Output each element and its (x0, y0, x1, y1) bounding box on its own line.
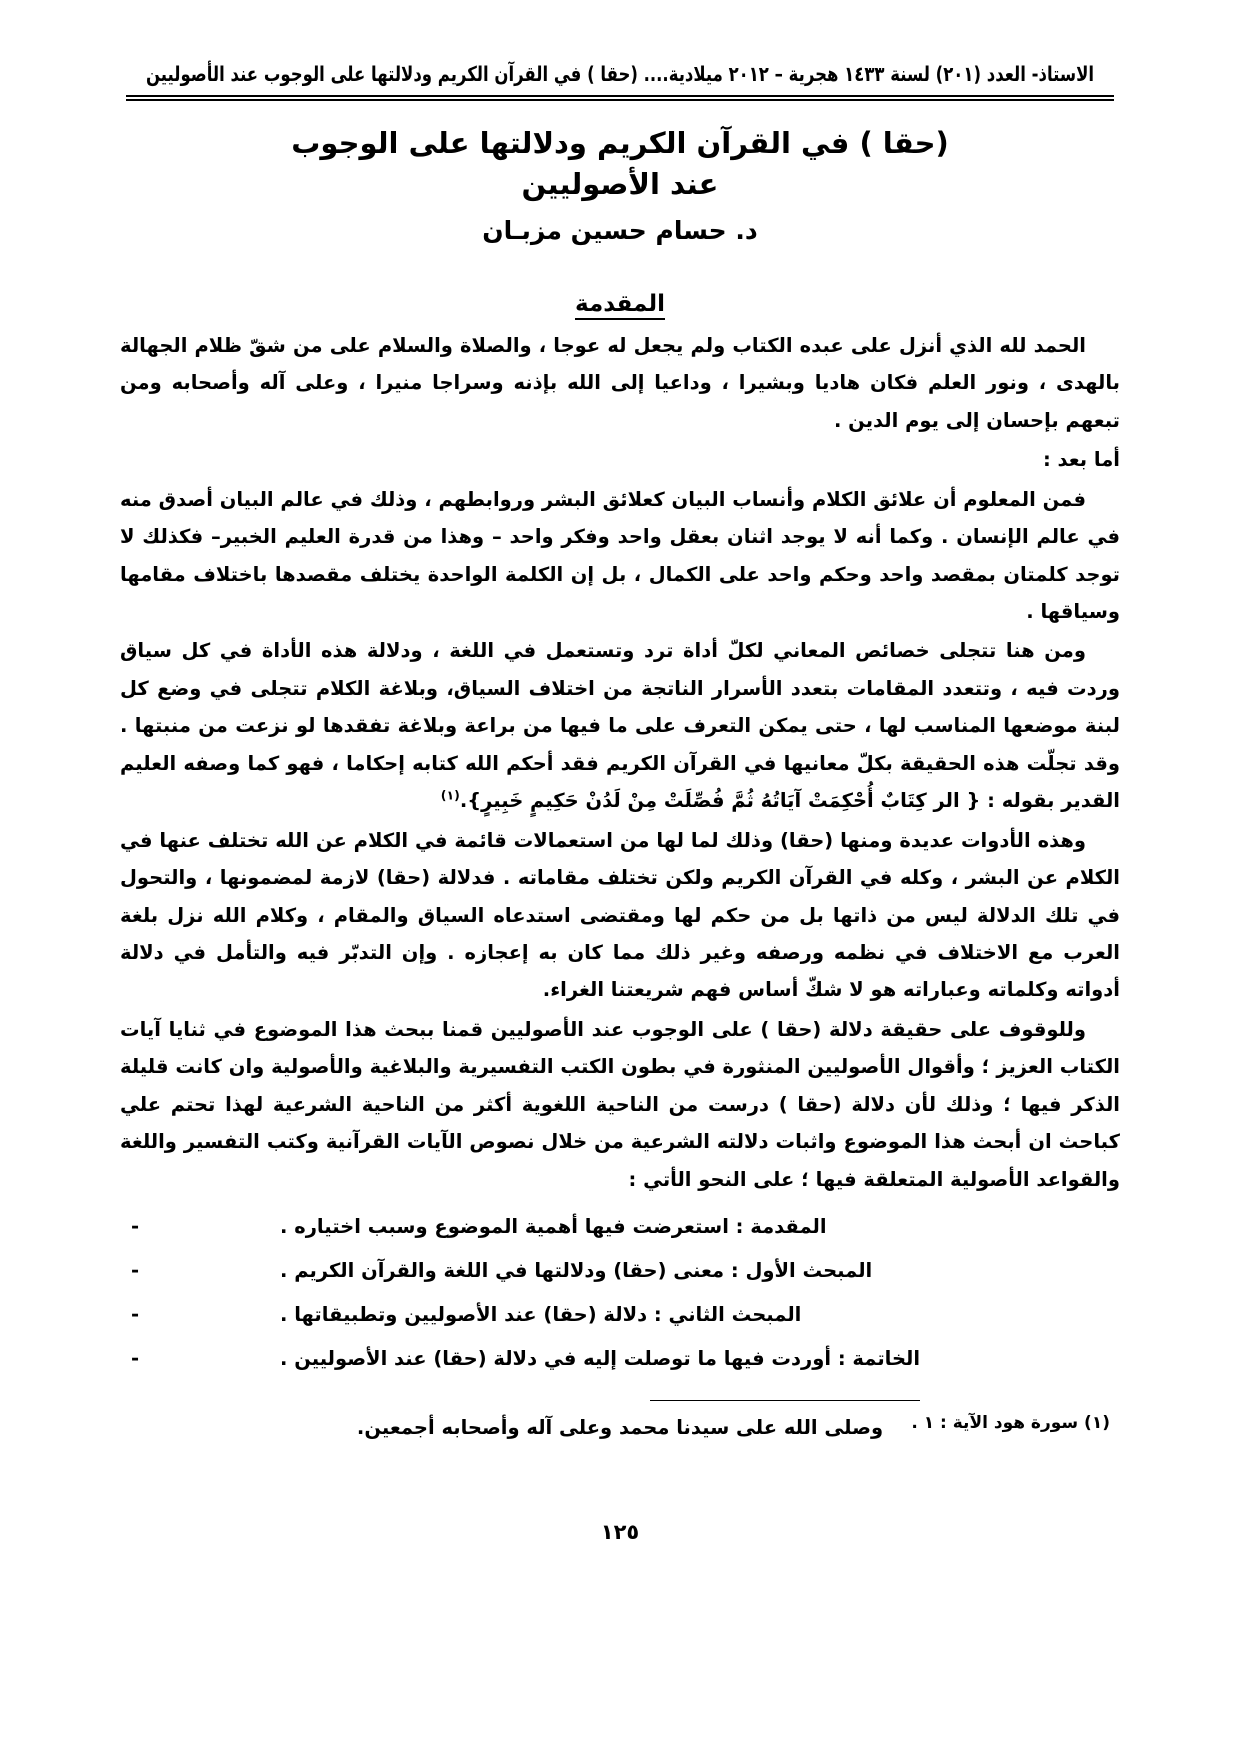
paragraph-meanings-text: ومن هنا تتجلى خصائص المعاني لكلّ أداة ترد وتستعمل في اللغة ، ودلالة هذه الأداة في كل سياق وردت فيه ، وتتعدد المقامات بتعدد الأسرار الناتجة من اختلاف السياق، وبلاغة الكلام تتجلى في وضع كل لبنة موضعها المناسب لها ، حتى يمكن التعرف على ما فيها من براعة وبلاغة تفقدها لو نزعت من منبتها . وقد تجلّت هذه الحقيقة بكلّ معانيها في القرآن الكريم فقد أحكم الله كتابه إحكاما ، فهو كما وصفه العليم القدير بقوله : (120, 639, 1120, 813)
article-title-line-1: (حقا ) في القرآن الكريم ودلالتها على الوجوب (291, 125, 949, 160)
paragraph-research-plan: وللوقوف على حقيقة دلالة (حقا ) على الوجوب عند الأصوليين قمنا ببحث هذا الموضوع في ثنايا آيات الكتاب العزيز ؛ وأقوال الأصوليين المنثورة في بطون الكتب التفسيرية والبلاغية والأصولية وان كانت قليلة الذكر فيها ؛ وذلك لأن دلالة (حقا ) درست من الناحية اللغوية أكثر من الناحية الشرعية لهذا تحتم علي كباحث ان أبحث هذا الموضوع واثبات دلالته الشرعية من خلال نصوص الآيات القرآنية وكتب التفسير واللغة والقواعد الأصولية المتعلقة فيها ؛ على النحو الأتي : (120, 1017, 1120, 1191)
author-name: د. حسام حسين مزبـان (482, 215, 758, 245)
outline-list (120, 1208, 1120, 1378)
dash-bullet-icon: - (130, 1259, 140, 1283)
footnote-area (120, 1400, 1120, 1433)
section-heading-label: المقدمة (575, 291, 665, 320)
paragraph-particles: وهذه الأدوات عديدة ومنها (حقا) وذلك لما لها من استعمالات قائمة في الكلام عن الله تختلف عنها في الكلام عن البشر ، وكله في القرآن الكريم ولكن تختلف مقاماته . فدلالة (حقا) لازمة لمضمونها ، والتحول في تلك الدلالة ليس من ذاتها بل من حكم لها ومقتضى استدعاه السياق والمقام ، وكلام الله نزل بلغة العرب مع الاختلاف في نظمه ورصفه وغير ذلك مما كان به إعجازه . وإن التدبّر فيه والتأمل في دلالة أدواته وكلماته وعباراته هو لا شكّ أساس فهم شريعتنا الغراء. (120, 828, 1120, 1002)
footnote-entry: (١) سورة هود الآية : ١ . (911, 1413, 1110, 1433)
paragraph-praise: الحمد لله الذي أنزل على عبده الكتاب ولم يجعل له عوجا ، والصلاة والسلام على من شقّ ظلام الجهالة بالهدى ، ونور العلم فكان هاديا وبشيرا ، وداعيا إلى الله بإذنه وسراجا منيرا ، وعلى آله وأصحابه ومن تبعهم بإحسان إلى يوم الدين . (120, 333, 1120, 432)
quran-verse: { الر كِتَابٌ أُحْكِمَتْ آيَاتُهُ ثُمَّ فُصِّلَتْ مِنْ لَدُنْ حَكِيمٍ خَبِيرٍ}. (459, 789, 981, 813)
header-divider-rule (126, 95, 1114, 101)
footnote-marker: (١) (440, 787, 460, 803)
dash-bullet-icon: - (130, 1347, 140, 1371)
page-content (120, 62, 1120, 1439)
section-heading-introduction (120, 291, 1120, 317)
dash-bullet-icon: - (130, 1303, 140, 1327)
list-item (120, 1340, 1120, 1378)
list-item (120, 1296, 1120, 1334)
outline-item-chapter-two: المبحث الثاني : دلالة (حقا) عند الأصوليين وتطبيقاتها . (280, 1303, 802, 1327)
outline-item-conclusion: الخاتمة : أوردت فيها ما توصلت إليه في دلالة (حقا) عند الأصوليين . (280, 1347, 921, 1371)
list-item (120, 1252, 1120, 1290)
closing-prayer-line: وصلى الله على سيدنا محمد وعلى آله وأصحابه أجمعين. (356, 1416, 884, 1440)
outline-item-chapter-one: المبحث الأول : معنى (حقا) ودلالتها في اللغة والقرآن الكريم . (280, 1259, 873, 1283)
outline-item-introduction: المقدمة : استعرضت فيها أهمية الموضوع وسبب اختياره . (280, 1215, 827, 1239)
page-number: ١٢٥ (600, 1520, 640, 1544)
article-title-line-2: عند الأصوليين (521, 166, 719, 201)
list-item (120, 1208, 1120, 1246)
running-header: الاستاذ- العدد (٢٠١) لسنة ١٤٣٣ هجرية – ٢٠١٢ ميلادية.... (حقا ) في القرآن الكريم ودلالتها على الوجوب عند الأصوليين (145, 62, 1095, 86)
title-block (120, 123, 1120, 251)
paragraph-meanings (120, 632, 1120, 819)
paragraph-after-praise: أما بعد : (1042, 448, 1120, 472)
paragraph-known-speech: فمن المعلوم أن علائق الكلام وأنساب البيان كعلائق البشر وروابطهم ، وذلك في عالم البيان أصدق منه في عالم الإنسان . وكما أنه لا يوجد اثنان بعقل واحد وفكر واحد – وهذا من قدرة العليم الخبير– فكذلك لا توجد كلمتان بمقصد واحد وحكم واحد على الكمال ، بل إن الكلمة الواحدة يختلف مقصدها باختلاف مقامها وسياقها . (120, 487, 1120, 624)
dash-bullet-icon: - (130, 1215, 140, 1239)
